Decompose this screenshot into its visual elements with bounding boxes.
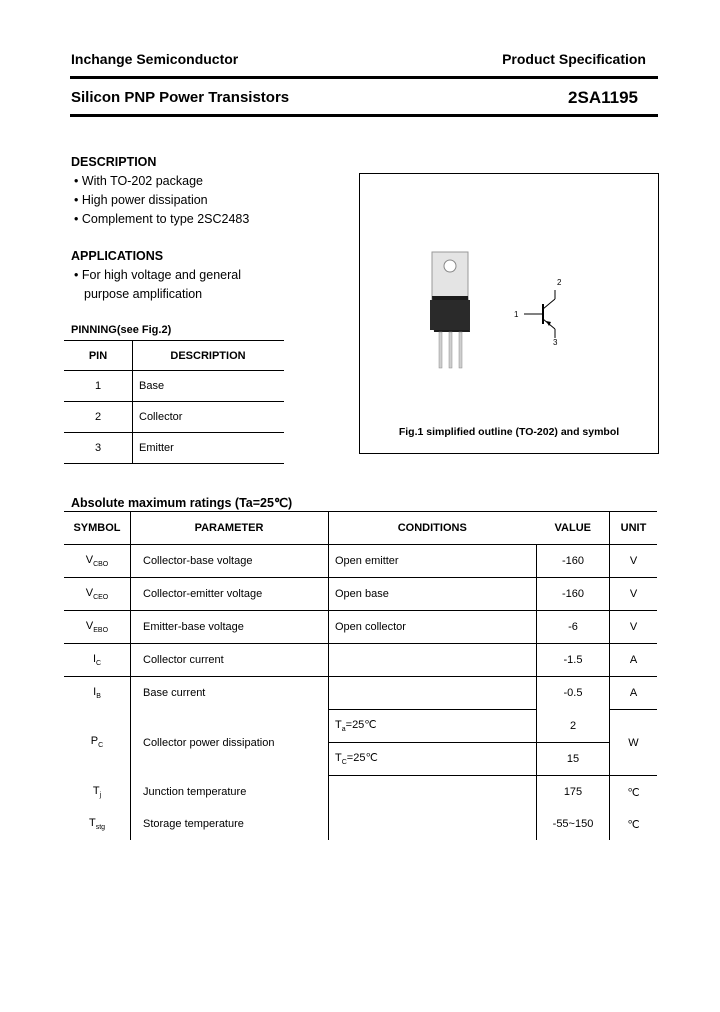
pnp-transistor-symbol — [510, 274, 580, 354]
unit-header: UNIT — [610, 512, 658, 545]
description-item: • Complement to type 2SC2483 — [74, 212, 250, 226]
value-cell: -160 — [537, 545, 610, 578]
parameter-cell: Emitter-base voltage — [131, 611, 329, 644]
pin-number: 3 — [64, 433, 133, 464]
header-rule-top — [70, 76, 658, 79]
conditions-header: CONDITIONS — [329, 512, 537, 545]
value-cell: -6 — [537, 611, 610, 644]
product-line: Silicon PNP Power Transistors — [71, 89, 290, 106]
table-row — [64, 644, 657, 677]
value-cell: -1.5 — [537, 644, 610, 677]
value-cell: 175 — [537, 776, 610, 809]
parameter-cell: Collector-emitter voltage — [131, 578, 329, 611]
parameter-cell: Collector power dissipation — [131, 710, 329, 776]
table-row — [64, 710, 657, 743]
conditions-cell — [329, 677, 537, 710]
symbol-cell: $I_B$ — [64, 677, 131, 710]
figure-box — [359, 173, 659, 454]
ratings-title: Absolute maximum ratings (Ta=25℃) — [71, 496, 293, 510]
table-row — [64, 677, 657, 710]
ratings-table — [64, 511, 657, 840]
conditions-cell: Open collector — [329, 611, 537, 644]
pin-number: 1 — [64, 371, 133, 402]
table-row — [64, 545, 657, 578]
unit-cell: ℃ — [627, 786, 640, 799]
symbol-pin-1-label: 1 — [514, 310, 519, 319]
parameter-cell: Storage temperature — [131, 808, 329, 840]
parameter-cell: Collector-base voltage — [131, 545, 329, 578]
symbol-cell: $P_C$ — [64, 710, 131, 776]
value-cell: -160 — [537, 578, 610, 611]
applications-title: APPLICATIONS — [71, 249, 164, 263]
table-row — [64, 611, 657, 644]
unit-cell: V — [610, 611, 658, 644]
to202-package-image — [420, 244, 490, 374]
part-number: 2SA1195 — [568, 88, 638, 107]
pin-number: 2 — [64, 402, 133, 433]
conditions-cell: $T_C=25℃$ — [329, 743, 537, 776]
pin-description: Collector — [133, 402, 285, 433]
table-row — [64, 578, 657, 611]
conditions-cell: Open emitter — [329, 545, 537, 578]
table-row — [64, 371, 284, 402]
unit-cell: A — [629, 687, 638, 699]
symbol-pin-3-label: 3 — [553, 338, 558, 347]
symbol-cell: $V_{EBO}$ — [64, 611, 131, 644]
unit-cell: V — [610, 578, 658, 611]
parameter-cell: Base current — [131, 677, 329, 710]
symbol-header: SYMBOL — [64, 512, 131, 545]
pinning-title: PINNING(see Fig.2) — [71, 324, 172, 336]
pinning-table — [64, 340, 284, 464]
value-cell: 15 — [537, 743, 610, 776]
header-rule-bottom — [70, 114, 658, 117]
value-cell: -55~150 — [537, 808, 610, 840]
description-item: • High power dissipation — [74, 193, 208, 207]
doc-type: Product Specification — [502, 51, 646, 67]
value-cell: 2 — [537, 710, 610, 743]
value-cell: -0.5 — [537, 677, 610, 710]
symbol-pin-2-label: 2 — [557, 278, 562, 287]
applications-item: • For high voltage and general — [74, 268, 241, 282]
conditions-cell — [329, 776, 537, 809]
pin-header: PIN — [64, 341, 133, 371]
conditions-cell: $T_a=25℃$ — [329, 710, 537, 743]
pin-description: Emitter — [133, 433, 285, 464]
symbol-cell: $V_{CEO}$ — [64, 578, 131, 611]
table-row — [64, 808, 657, 840]
table-row — [64, 433, 284, 464]
description-item: • With TO-202 package — [74, 174, 203, 188]
applications-item-cont: purpose amplification — [84, 287, 203, 301]
parameter-cell: Collector current — [131, 644, 329, 677]
parameter-cell: Junction temperature — [131, 776, 329, 809]
conditions-cell — [329, 808, 537, 840]
symbol-cell: $I_C$ — [64, 644, 131, 677]
figure-caption: Fig.1 simplified outline (TO-202) and symbol — [398, 426, 620, 438]
pin-description: Base — [133, 371, 285, 402]
unit-cell: W — [610, 710, 658, 776]
conditions-cell: Open base — [329, 578, 537, 611]
symbol-cell: $T_j$ — [64, 776, 131, 809]
unit-cell: A — [610, 644, 658, 677]
pin-description-header: DESCRIPTION — [133, 341, 285, 371]
symbol-cell: $V_{CBO}$ — [64, 545, 131, 578]
symbol-cell: $T_{stg}$ — [64, 808, 131, 840]
unit-cell: ℃ — [627, 818, 640, 831]
table-row — [64, 776, 657, 809]
parameter-header: PARAMETER — [131, 512, 329, 545]
description-title: DESCRIPTION — [71, 155, 157, 169]
table-row — [64, 402, 284, 433]
company-name: Inchange Semiconductor — [71, 51, 239, 67]
conditions-cell — [329, 644, 537, 677]
unit-cell: V — [610, 545, 658, 578]
value-header: VALUE — [537, 512, 610, 545]
